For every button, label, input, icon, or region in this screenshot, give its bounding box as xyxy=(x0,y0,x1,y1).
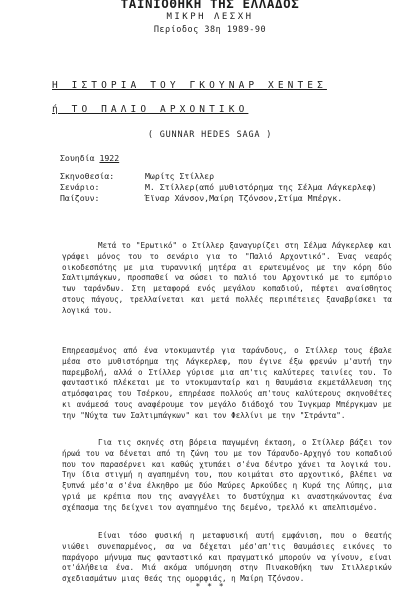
original-title: ( GUNNAR HEDES SAGA ) xyxy=(147,130,273,140)
paragraph-4 xyxy=(62,531,392,585)
paragraph-2 xyxy=(62,346,392,422)
cast-value: Έϊναρ Χάνσον,Μαίρη Τζόνσον,Στίμα Μπέργκ. xyxy=(145,193,343,203)
hall-name: ΜΙΚΡΗ ΛΕΣΧΗ xyxy=(166,12,254,22)
film-title-line-1: Η ΙΣΤΟΡΙΑ ΤΟΥ ΓΚΟΥΝΑΡ ΧΕΝΤΕΣ xyxy=(52,80,327,91)
script-label: Σενάριο: xyxy=(60,182,100,192)
paragraph-1-text: Μετά το "Ερωτικό" ο Στίλλερ ξαναγυρίζει στη Σέλμα Λάγκερλεφ και γράφει μόνος του το σενάριο για το "Παλιό Αρχοντικό". Ένας νεαρός οικοδεσπότης με μια τυραννική μητέρα αι ερωτευμένος με την κόρη δύο Σαλτιμπάγκων, προσπαθεί να σώσει το παλιό του Αρχοντικό με το εμπόριο των ταράνδων. Στη μεταφορά ενός μεγάλου κοπαδιού, πέφτει αναίσθητος στους πάγους, τρελλαίνεται και μετά πολλές περιπέτειες ξαναβρίσκει τα λογικά του. xyxy=(62,241,392,315)
season-period: Περίοδος 38η 1989-90 xyxy=(153,25,267,35)
paragraph-3 xyxy=(62,438,392,514)
paragraph-2-text: Επηρεασμένος από ένα ντοκυμαντέρ για ταράνδους, ο Στίλλερ τους έβαλε μέσα στο μυθιστόρημα της Λάγκερλεφ, που έγινε έξω φρενών μ'αυτή την παρεμβολή, αλλά ο Στίλλερ γύρισε μια απ'τις καλύτερες ταινίες του. Το φανταστικό πλέκεται με το ντοκυμανταίρ και η θαυμάσια εκμετάλλευση της ατμόσφαιρας του Τσέρκου, επηρέασε πολλούς απ'τους καλύτερους σκηνοθέτες κι ανάμεσά τους αναφέρουμε τον μεγάλο διάδοχό του Ίνγκμαρ Μπέργκμαν με την "Νύχτα των Σαλτιμπάγκων" και τον Φελλίνι με την "Στράντα". xyxy=(62,346,392,420)
year: 1922 xyxy=(99,153,120,163)
director-label: Σκηνοθεσία: xyxy=(60,171,115,181)
footer-asterisks: * * * xyxy=(195,582,225,591)
paragraph-3-text: Για τις σκηνές στη βόρεια παγωμένη έκταση, ο Στίλλερ βάζει τον ήρωά του να δένεται από τη ζώνη του με τον Τάρανδο-Αρχηγό του κοπαδιού που τον παρασέρνει και καθώς χτυπάει σ'ένα δέντρο χάνει τα λογικά του. Την ίδια στιγμή η αγαπημένη του, που κοιμάται στο αρχοντικό, βλέπει να ξυπνά μέσ'α σ'ένα έλκηθρο με δύο Μαύρες Αρκούδες η Κυρά της Λύπης, μια γριά με κρέπια που της αναγγέλει το δυστύχημα κι αναστηκώνοντας ένα σχέπασμα της δείχνει τον αγαπημένο της δεμένο, τρελλό κι απελπισμένο. xyxy=(62,438,392,512)
paragraph-1 xyxy=(62,241,392,317)
country-year xyxy=(60,153,119,163)
cast-label: Παίζουν: xyxy=(60,193,100,203)
director-value: Μωρίτς Στίλλερ xyxy=(145,171,215,181)
country: Σουηδία xyxy=(60,153,95,163)
film-title-line-2: ή ΤΟ ΠΑΛΙΟ ΑΡΧΟΝΤΙΚΟ xyxy=(52,104,249,115)
script-value: Μ. Στίλλερ(από μυθιστόρημα της Σέλμα Λάγκερλεφ) xyxy=(145,182,377,192)
institution-name: ΤΑΙΝΙΟΘΗΚΗ ΤΗΣ ΕΛΛΑΔΟΣ xyxy=(120,0,300,11)
paragraph-4-text: Είναι τόσο φυσική η μεταφυσική αυτή εμφάνιση, που ο θεατής νιώθει συνεπαρμένος, σα να δέχεται μέσ'απ'τις θαυμάσιες εικόνες το παράγορο μήνυμα πως φανταστικό και πραγματικό μπορούν να γίνουν, είναι οτ'άλήθεια ένα. Μιά ακόμα υπόμνηση στην Πινακοθήκη των Στιλλερικών σχεδιασμάτων μιας θεάς της ομορφιάς, η Μαίρη Τζόνσον. xyxy=(62,531,392,584)
